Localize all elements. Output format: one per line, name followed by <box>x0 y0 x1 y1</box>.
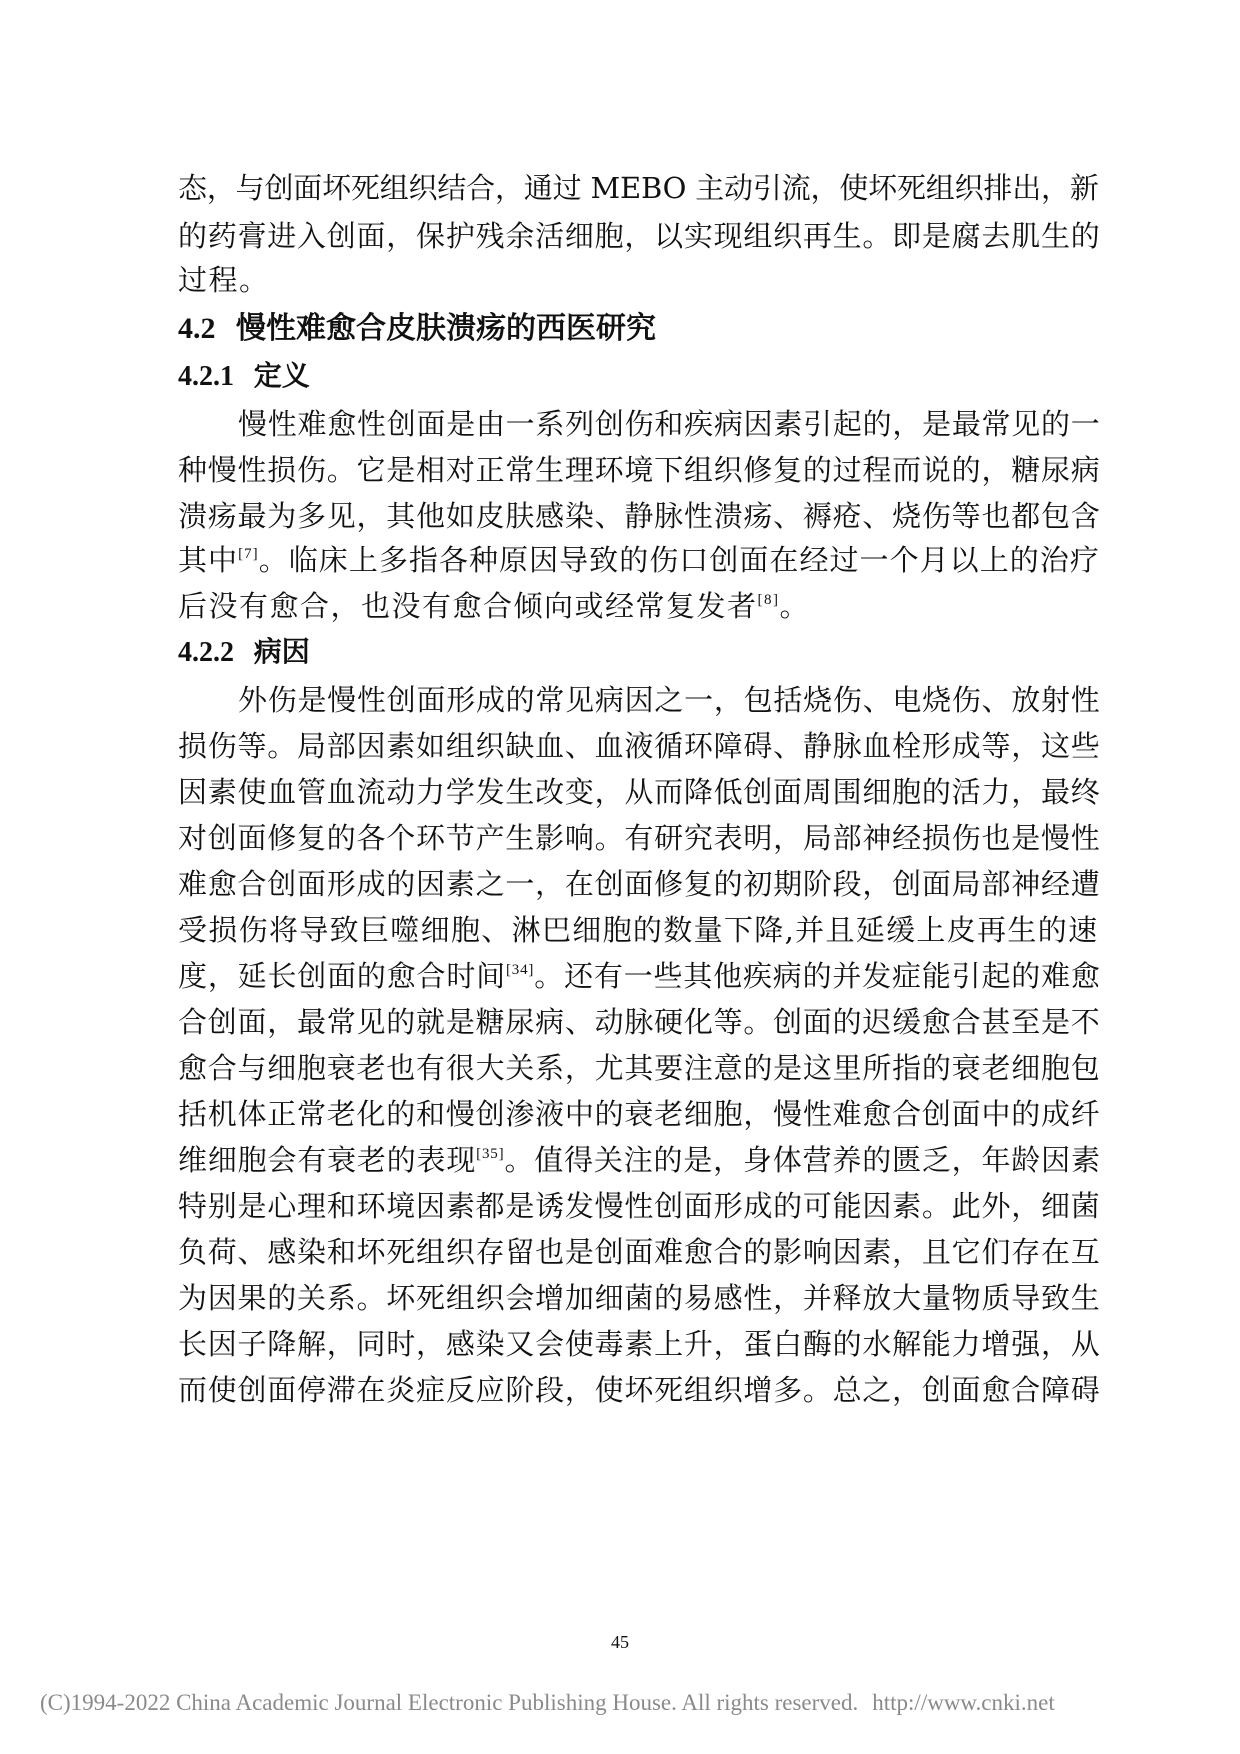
line-text: 损伤等。局部因素如组织缺血、血液循环障碍、静脉血栓形成等，这些 <box>178 729 1101 763</box>
section-number: 4.2 <box>178 312 216 345</box>
line-text: 。值得关注的是，身体营养的匮乏，年龄因素 <box>504 1143 1101 1177</box>
paragraph-line <box>238 682 1101 718</box>
paragraph-line <box>238 406 1101 442</box>
paragraph-line <box>178 588 1098 624</box>
line-text: 对创面修复的各个环节产生影响。有研究表明，局部神经损伤也是慢性 <box>178 821 1101 855</box>
section-heading <box>178 310 656 348</box>
paragraph-line <box>178 170 1098 206</box>
line-text: 后没有愈合，也没有愈合倾向或经常复发者 <box>178 589 758 623</box>
subsection-title: 病因 <box>253 635 310 668</box>
subsection-heading <box>178 634 310 671</box>
paragraph-line <box>178 728 1101 764</box>
subsection-number: 4.2.1 <box>178 361 234 392</box>
line-text: 。 <box>779 589 811 623</box>
paragraph-line <box>178 958 1101 994</box>
paragraph-line <box>178 866 1101 902</box>
line-text: 种慢性损伤。它是相对正常生理环境下组织修复的过程而说的，糖尿病 <box>178 453 1101 487</box>
section-title: 慢性难愈合皮肤溃疡的西医研究 <box>235 311 656 346</box>
subsection-number: 4.2.2 <box>178 637 234 668</box>
line-text: 维细胞会有衰老的表现 <box>178 1143 477 1177</box>
subsection-heading <box>178 358 310 395</box>
paragraph-line <box>178 218 1101 254</box>
line-text: 而使创面停滞在炎症反应阶段，使坏死组织增多。总之，创面愈合障碍 <box>178 1373 1101 1407</box>
citation-ref: [35] <box>476 1146 505 1162</box>
line-text: 括机体正常老化的和慢创渗液中的衰老细胞，慢性难愈合创面中的成纤 <box>178 1097 1101 1131</box>
line-text: 愈合与细胞衰老也有很大关系，尤其要注意的是这里所指的衰老细胞包 <box>178 1051 1101 1085</box>
paragraph-line <box>178 912 1098 948</box>
paragraph-line <box>178 1326 1101 1362</box>
paragraph-line <box>178 498 1101 534</box>
line-text: 因素使血管血流动力学发生改变，从而降低创面周围细胞的活力，最终 <box>178 775 1101 809</box>
paragraph-line <box>178 820 1101 856</box>
citation-ref: [7] <box>238 546 259 562</box>
line-text: 溃疡最为多见，其他如皮肤感染、静脉性溃疡、褥疮、烧伤等也都包含 <box>178 499 1101 533</box>
paragraph-line <box>178 262 1098 298</box>
line-text: 受损伤将导致巨噬细胞、淋巴细胞的数量下降,并且延缓上皮再生的速 <box>178 913 1099 947</box>
subsection-title: 定义 <box>253 359 310 392</box>
line-text: 。还有一些其他疾病的并发症能引起的难愈 <box>534 959 1101 993</box>
footer-url: http://www.cnki.net <box>872 1690 1055 1715</box>
line-text: 外伤是慢性创面形成的常见病因之一，包括烧伤、电烧伤、放射性 <box>238 683 1101 717</box>
line-text: 难愈合创面形成的因素之一，在创面修复的初期阶段，创面局部神经遭 <box>178 867 1101 901</box>
line-text: 其中 <box>178 543 239 577</box>
paragraph-line <box>178 1188 1101 1224</box>
line-text: 为因果的关系。坏死组织会增加细菌的易感性，并释放大量物质导致生 <box>178 1281 1101 1315</box>
paragraph-line <box>178 542 1098 578</box>
line-text: 度，延长创面的愈合时间 <box>178 959 506 993</box>
copyright-footer <box>40 1690 1200 1716</box>
page-number: 45 <box>611 1632 629 1652</box>
line-text: 态，与创面坏死组织结合，通过 MEBO 主动引流，使坏死组织排出，新 <box>178 171 1099 205</box>
line-text: 慢性难愈性创面是由一系列创伤和疾病因素引起的，是最常见的一 <box>238 407 1101 441</box>
paragraph-line <box>178 1234 1101 1270</box>
paragraph-line <box>178 1096 1101 1132</box>
paragraph-line <box>178 1050 1101 1086</box>
paragraph-line <box>178 452 1101 488</box>
citation-ref: [34] <box>505 962 535 978</box>
paragraph-line <box>178 1280 1101 1316</box>
line-text: 长因子降解，同时，感染又会使毒素上升，蛋白酶的水解能力增强，从 <box>178 1327 1101 1361</box>
line-text: 负荷、感染和坏死组织存留也是创面难愈合的影响因素，且它们存在互 <box>178 1235 1101 1269</box>
paragraph-line <box>178 1142 1101 1178</box>
line-text: 的药膏进入创面，保护残余活细胞，以实现组织再生。即是腐去肌生的 <box>178 219 1101 253</box>
line-text: 合创面，最常见的就是糖尿病、动脉硬化等。创面的迟缓愈合甚至是不 <box>178 1005 1101 1039</box>
paragraph-line <box>178 774 1101 810</box>
line-text: 特别是心理和环境因素都是诱发慢性创面形成的可能因素。此外，细菌 <box>178 1189 1101 1223</box>
line-text: 。临床上多指各种原因导致的伤口创面在经过一个月以上的治疗 <box>258 543 1100 577</box>
paragraph-line <box>178 1004 1101 1040</box>
copyright-text: (C)1994-2022 China Academic Journal Electronic Publishing House. All rights reserved. <box>40 1690 859 1715</box>
line-text: 过程。 <box>178 263 270 297</box>
citation-ref: [8] <box>757 592 780 608</box>
paragraph-line <box>178 1372 1101 1408</box>
